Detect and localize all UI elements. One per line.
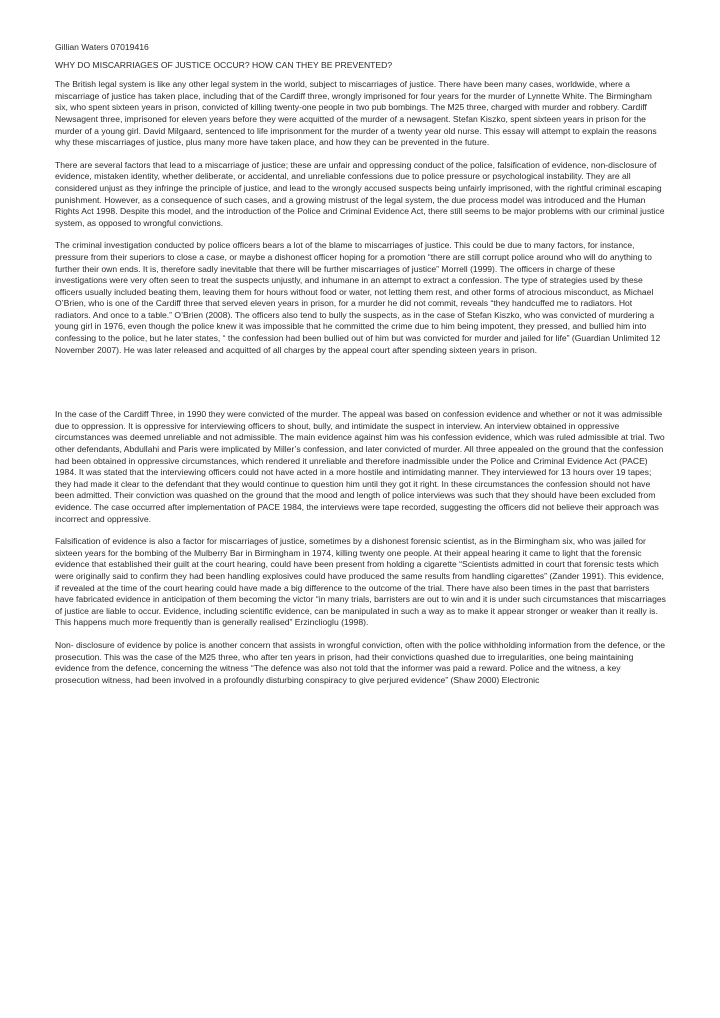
paragraph-intro: The British legal system is like any other legal system in the world, subject to miscarriages of justice. There have been many cases, worldwide, where a miscarriage of justice has taken place, including that of the Cardiff three, wrongly imprisoned for four years for the murder of Lynnette White. The Birmingham six, who spent sixteen years in prison, convicted of killing twenty-one people in two pub bombings. The M25 three, charged with murder and robbery. Cardiff Newsagent three, imprisoned for eleven years before they were acquitted of the murder of a newsagent. Stefan Kiszko, spent sixteen years in prison for the murder of a young girl. David Milgaard, sentenced to life imprisonment for the murder of a twenty year old nurse. This essay will attempt to explain the reasons why these miscarriages of justice, plus many more have taken place, and how they can be prevented in the future. bbox=[55, 79, 657, 148]
document-page bbox=[55, 42, 667, 697]
paragraph-factors: There are several factors that lead to a miscarriage of justice; these are unfair and oppressing conduct of the police, falsification of evidence, non-disclosure of evidence, mistaken identity, whether deliberate, or accidental, and unreliable confessions due to police pressure or psychological instability. They are all considered unjust as they infringe the principle of justice, and lead to the wrongly accused suspects being unfairly imprisoned, with the rightful criminal escaping punishment. However, as a consequence of such cases, and a growing mistrust of the legal system, the due process model was introduced and the Human Rights Act 1998. Despite this model, and the introduction of the Police and Criminal Evidence Act, there still seems to be major problems with our criminal justice system, as opposed to wrongful convictions. bbox=[55, 159, 665, 228]
page-break-gap bbox=[55, 367, 667, 409]
paragraph-police-investigation: The criminal investigation conducted by police officers bears a lot of the blame to miscarriages of justice. This could be due to many factors, for instance, pressure from their superiors to close a case, or maybe a dishonest officer hoping for a promotion “there are still corrupt police around who will do anything to further their own ends. It is, therefore sadly inevitable that there will be further miscarriages of justice” Morrell (1999). The officers in charge of these investigations were very often seen to treat the suspects unjustly, and inhumane in an attempt to extract a confession. The type of strategies used by these officers usually included beating them, leaving them for hours without food or water, not letting them rest, and other forms of atrocious misconduct, as Michael O’Brien, who is one of the Cardiff three that served eleven years in prison, for a murder he did not commit, reveals “they handcuffed me to radiators. Hot radiators. And once to a table.” O’Brien (2008). The officers also tend to bully the suspects, as in the case of Stefan Kiszko, who was convicted of murdering a young girl in 1976, even though the police knew it was impossible that he committed the crime due to him being impotent, they pressed, and bullied him into confessing to the police, but he later states, “ the confession had been bullied out of him but was convicted for murder and jailed for life” (Guardian Unlimited 12 November 2007). He was later released and acquitted of all charges by the appeal court after spending sixteen years in prison. bbox=[55, 240, 661, 355]
essay-title: WHY DO MISCARRIAGES OF JUSTICE OCCUR? HOW CAN THEY BE PREVENTED? bbox=[55, 59, 393, 70]
paragraph-falsification: Falsification of evidence is also a factor for miscarriages of justice, sometimes by a dishonest forensic scientist, as in the Birmingham six, who was jailed for sixteen years for the bombing of the Mulberry Bar in Birmingham in 1974, killing twenty one people. At their appeal hearing it came to light that the forensic evidence that established their guilt at the court hearing, could have been present from holding a cigarette “Scientists admitted in court that forensic tests which were originally said to confirm they had been handling explosives could have produced the same results from handling cigarettes” (Zander 1991). This evidence, if revealed at the time of the court hearing could have made a big difference to the outcome of the trial. There have also been times in the past that barristers have fabricated evidence in anticipation of them becoming the victor “in many trials, barristers are out to win and it is under such circumstances that miscarriages of justice are liable to occur. Evidence, including scientific evidence, can be manipulated in such a way as to make it appear stronger or weaker than it really is. This happens much more frequently than is generally realised” Erzinclioglu (1998). bbox=[55, 536, 666, 628]
paragraph-non-disclosure: Non- disclosure of evidence by police is another concern that assists in wrongful conviction, often with the police withholding information from the defence, or the prosecution. This was the case of the M25 three, who after ten years in prison, had their convictions quashed due to irregularities, one being maintaining evidence from the defence, concerning the witness “The defence was also not told that the informer was paid a reward. Police and the witness, a key prosecution witness, had been involved in a profoundly disturbing conspiracy to give perjured evidence” (Shaw 2000) Electronic bbox=[55, 639, 666, 685]
author-line: Gillian Waters 07019416 bbox=[55, 42, 149, 52]
paragraph-cardiff-three: In the case of the Cardiff Three, in 1990 they were convicted of the murder. The appeal was based on confession evidence and whether or not it was admissible due to oppression. It is oppressive for interviewing officers to shout, bully, and intimidate the suspect in interview. An interview obtained in oppressive circumstances was deemed unreliable and not admissible. The main evidence against him was his confession evidence, which was ruled admissible at trial. Two other defendants, Abdullahi and Paris were implicated by Miller’s confession, and later convicted of murder. All three appealed on the ground that the confession had been obtained in oppressive circumstances, which rendered it unreliable and therefore inadmissible under the Police and Criminal Evidence Act (PACE) 1984. It was stated that the interviewing officers could not have acted in a more hostile and intimidating manner. They interviewed for 13 hours over 19 tapes; they had made it clear to the defendant that they would continue to question him until they got it right. In these circumstances the confession should not have been admitted. Their conviction was quashed on the ground that the mood and length of police interviews was such that they should have been excluded from evidence. The case occurred after implementation of PACE 1984, the interviews were tape recorded, suggesting the officers did not believe their approach was incorrect and oppressive. bbox=[55, 409, 665, 524]
